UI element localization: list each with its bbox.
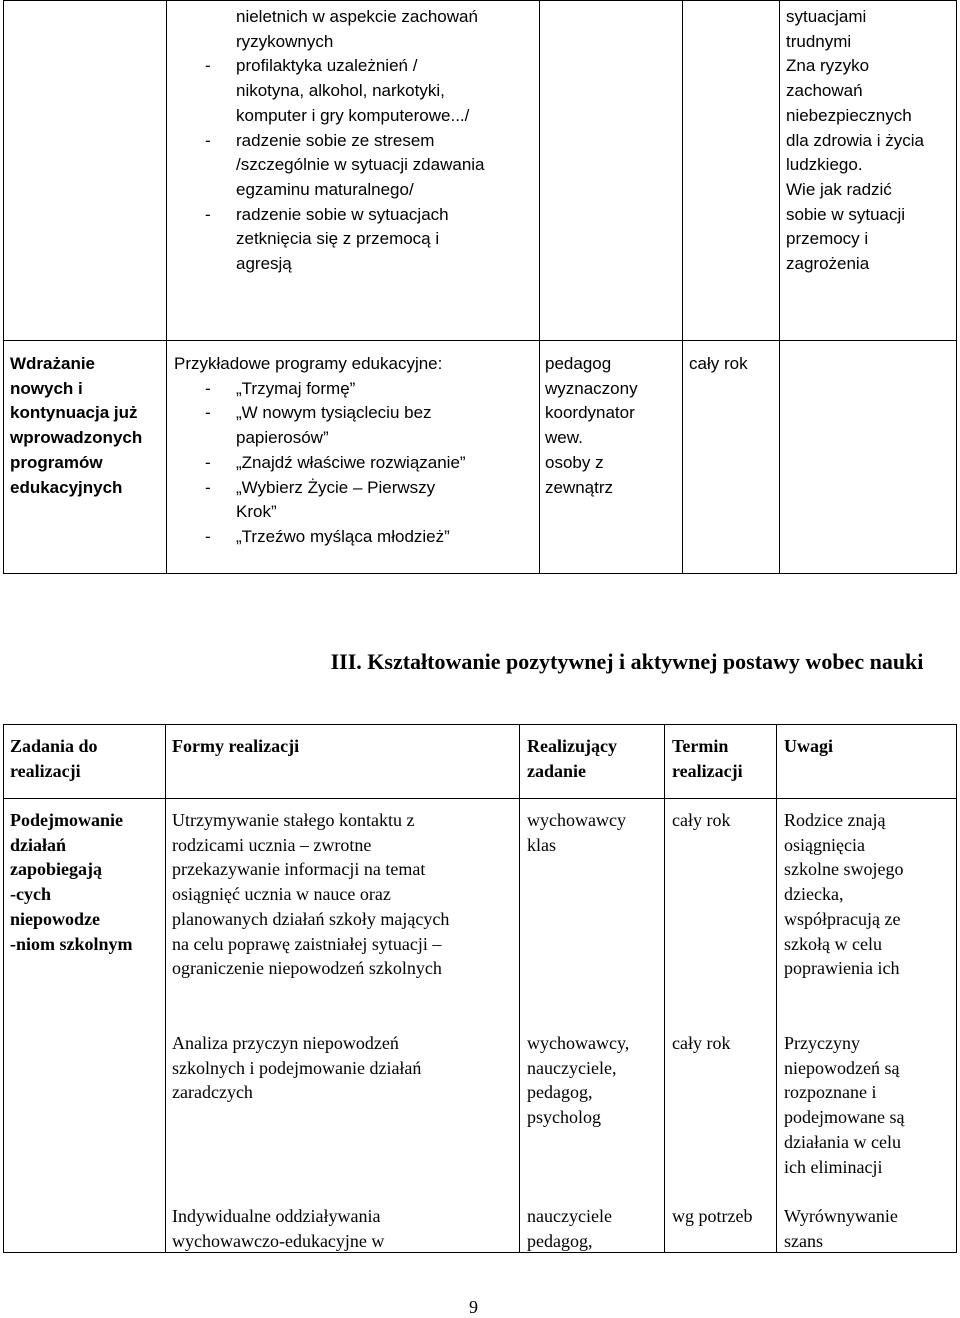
- text-line: Termin: [672, 736, 729, 756]
- text-line: na celu poprawę zaistniałej sytuacji –: [172, 933, 442, 954]
- table2-row2-notes: [784, 1031, 954, 1179]
- text-line: [205, 5, 535, 30]
- text-line: Wyrównywanie: [784, 1206, 898, 1226]
- table2-border: [776, 724, 777, 1253]
- text-line: edukacyjnych: [10, 477, 123, 497]
- text-line: [205, 153, 535, 178]
- table2-header-notes: [784, 734, 954, 759]
- text-line: podejmowane są: [784, 1107, 905, 1128]
- list-dash: -: [205, 452, 211, 472]
- table2-border: [519, 724, 520, 1253]
- text-line: osiągnięć ucznia w nauce oraz: [172, 884, 391, 905]
- text-line: działania w celu: [784, 1131, 901, 1152]
- list-text: agresją: [236, 254, 292, 274]
- table2-border: [3, 724, 4, 1253]
- table1-border: [3, 0, 957, 1]
- list-dash: -: [205, 477, 211, 497]
- text-line: cały rok: [672, 1033, 731, 1053]
- table1-border: [539, 0, 540, 574]
- table2-row3-forms: [172, 1204, 517, 1253]
- list-text: profilaktyka uzależnień /: [236, 56, 418, 76]
- text-line: współpracują ze: [784, 908, 901, 929]
- text-line: Realizujący: [527, 736, 617, 756]
- list-text: nikotyna, alkohol, narkotyki,: [236, 81, 445, 101]
- table2-border: [3, 798, 957, 799]
- text-line: Przyczyny: [784, 1033, 860, 1053]
- list-text: „Wybierz Życie – Pierwszy: [236, 477, 436, 497]
- table1-row2-when: [689, 352, 777, 377]
- text-line: pedagog,: [527, 1230, 593, 1251]
- text-line: -niom szkolnym: [10, 933, 133, 954]
- list-dash: -: [205, 403, 211, 423]
- text-line: rozpoznane i: [784, 1082, 877, 1103]
- list-dash: [205, 227, 236, 252]
- text-line: [174, 401, 536, 426]
- text-line: klas: [527, 834, 556, 855]
- table2-row1-task: [10, 808, 162, 956]
- text-line: dziecka,: [784, 884, 844, 905]
- table2-row2-forms: [172, 1031, 517, 1105]
- text-line: zadanie: [527, 760, 587, 781]
- text-line: szkolnych i podejmowanie działań: [172, 1057, 422, 1078]
- list-dash: -: [205, 130, 211, 150]
- text-line: [174, 377, 536, 402]
- table2-row2-who: [527, 1031, 662, 1130]
- text-line: [205, 178, 535, 203]
- text-line: osiągnięcia: [784, 834, 865, 855]
- text-line: ludzkiego.: [786, 155, 863, 175]
- text-line: wyznaczony: [545, 378, 638, 398]
- table2-header-task: [10, 734, 162, 783]
- table2-header-forms: [172, 734, 512, 759]
- list-dash: [205, 426, 236, 451]
- text-line: pedagog,: [527, 1082, 593, 1103]
- list-text: nieletnich w aspekcie zachowań: [236, 7, 478, 26]
- text-line: [174, 476, 536, 501]
- text-line: szkołą w celu: [784, 933, 882, 954]
- text-line: szans: [784, 1230, 823, 1251]
- list-text: zetknięcia się z przemocą i: [236, 229, 440, 249]
- text-line: ich eliminacji: [784, 1156, 883, 1177]
- text-line: kontynuacja już: [10, 403, 138, 423]
- text-line: przekazywanie informacji na temat: [172, 859, 426, 880]
- list-dash: [205, 5, 236, 30]
- list-text: papierosów”: [236, 428, 329, 448]
- text-line: [205, 54, 535, 79]
- text-line: Przykładowe programy edukacyjne:: [174, 354, 443, 373]
- text-line: szkolne swojego: [784, 859, 904, 880]
- table2-header-who: [527, 734, 662, 783]
- text-line: wg potrzeb: [672, 1206, 753, 1226]
- table2-border: [956, 724, 957, 1253]
- list-text: „W nowym tysiącleciu bez: [236, 403, 432, 423]
- text-line: zapobiegają: [10, 859, 102, 880]
- text-line: Zna ryzyko: [786, 56, 870, 76]
- text-line: działań: [10, 834, 67, 855]
- text-line: niepowodzeń są: [784, 1057, 900, 1078]
- table2-row1-notes: [784, 808, 954, 981]
- text-line: [205, 227, 535, 252]
- table1-border: [956, 0, 957, 574]
- text-line: sobie w sytuacji: [786, 204, 906, 224]
- page-number: 9: [469, 1297, 478, 1317]
- text-line: cały rok: [672, 810, 731, 830]
- text-line: rodzicami ucznia – zwrotne: [172, 834, 372, 855]
- list-dash: [205, 178, 236, 203]
- text-line: [205, 79, 535, 104]
- list-text: ryzykownych: [236, 31, 334, 51]
- text-line: Wdrażanie: [10, 354, 96, 373]
- text-line: [205, 129, 535, 154]
- text-line: poprawienia ich: [784, 958, 900, 979]
- text-line: Indywidualne oddziaływania: [172, 1206, 381, 1226]
- list-dash: [205, 500, 236, 525]
- table2-row2-when: [672, 1031, 774, 1056]
- text-line: Formy realizacji: [172, 736, 300, 756]
- text-line: wychowawcy: [527, 810, 626, 830]
- table1-border: [682, 0, 683, 574]
- text-line: [174, 451, 536, 476]
- text-line: realizacji: [10, 760, 81, 781]
- text-line: niebezpiecznych: [786, 105, 912, 125]
- table2-border: [165, 724, 166, 1253]
- list-text: „Trzymaj formę”: [236, 378, 356, 398]
- list-dash: [205, 153, 236, 178]
- text-line: sytuacjami: [786, 7, 867, 26]
- list-text: egzaminu maturalnego/: [236, 179, 414, 199]
- text-line: koordynator: [545, 403, 635, 423]
- list-dash: [205, 252, 236, 277]
- table2-row3-notes: [784, 1204, 954, 1253]
- table2-border: [3, 724, 957, 725]
- text-line: [205, 30, 535, 55]
- text-line: wychowawczo-edukacyjne w: [172, 1230, 385, 1251]
- text-line: zachowań: [786, 81, 863, 101]
- text-line: Utrzymywanie stałego kontaktu z: [172, 810, 415, 830]
- text-line: zewnątrz: [545, 477, 614, 497]
- list-dash: -: [205, 526, 211, 546]
- text-line: [174, 525, 536, 550]
- list-text: „Znajdź właściwe rozwiązanie”: [236, 452, 466, 472]
- text-line: [174, 426, 536, 451]
- text-line: wprowadzonych: [10, 428, 143, 448]
- table1-row2-who: [545, 352, 680, 500]
- text-line: nauczyciele: [527, 1206, 612, 1226]
- text-line: -cych: [10, 884, 51, 905]
- table2-row1-when: [672, 808, 774, 833]
- text-line: Zadania do: [10, 736, 98, 756]
- text-line: [205, 203, 535, 228]
- list-text: „Trzeźwo myśląca młodzież”: [236, 526, 450, 546]
- table2-border: [664, 724, 665, 1253]
- text-line: cały rok: [689, 354, 748, 373]
- text-line: programów: [10, 452, 103, 472]
- list-dash: -: [205, 378, 211, 398]
- text-line: zagrożenia: [786, 254, 870, 274]
- list-text: radzenie sobie w sytuacjach: [236, 204, 449, 224]
- table2-row3-when: [672, 1204, 774, 1229]
- text-line: Analiza przyczyn niepowodzeń: [172, 1033, 399, 1053]
- text-line: [205, 104, 535, 129]
- text-line: trudnymi: [786, 31, 852, 51]
- text-line: przemocy i: [786, 229, 869, 249]
- table1-row1-forms: [205, 5, 535, 277]
- text-line: [174, 500, 536, 525]
- text-line: dla zdrowia i życia: [786, 130, 924, 150]
- text-line: pedagog: [545, 354, 612, 373]
- text-line: Podejmowanie: [10, 810, 123, 830]
- table1-border: [3, 0, 4, 574]
- text-line: nauczyciele,: [527, 1057, 617, 1078]
- table1-border: [779, 0, 780, 574]
- text-line: ograniczenie niepowodzeń szkolnych: [172, 958, 442, 979]
- list-dash: -: [205, 56, 211, 76]
- text-line: nowych i: [10, 378, 83, 398]
- section-heading: III. Kształtowanie pozytywnej i aktywnej postawy wobec nauki: [330, 649, 924, 674]
- list-text: komputer i gry komputerowe.../: [236, 105, 470, 125]
- text-line: psycholog: [527, 1107, 601, 1128]
- text-line: osoby z: [545, 452, 604, 472]
- text-line: realizacji: [672, 760, 743, 781]
- text-line: wew.: [545, 428, 583, 448]
- list-dash: [205, 104, 236, 129]
- table2-row1-forms: [172, 808, 517, 981]
- text-line: Wie jak radzić: [786, 179, 892, 199]
- table1-border: [3, 340, 957, 341]
- table1-row2-task: [10, 352, 165, 500]
- list-text: radzenie sobie ze stresem: [236, 130, 435, 150]
- table1-border: [3, 573, 957, 574]
- table1-border: [166, 0, 167, 574]
- table2-row3-who: [527, 1204, 662, 1253]
- text-line: wychowawcy,: [527, 1033, 630, 1053]
- list-text: Krok”: [236, 502, 277, 522]
- list-dash: [205, 30, 236, 55]
- table1-row1-notes: [786, 5, 954, 277]
- list-dash: -: [205, 204, 211, 224]
- list-text: /szczególnie w sytuacji zdawania: [236, 155, 485, 175]
- list-dash: [205, 79, 236, 104]
- text-line: planowanych działań szkoły mających: [172, 908, 450, 929]
- text-line: Uwagi: [784, 736, 833, 756]
- table2-header-when: [672, 734, 774, 783]
- table2-row1-who: [527, 808, 662, 857]
- table1-row2-forms: [174, 352, 536, 550]
- text-line: [205, 252, 535, 277]
- text-line: Rodzice znają: [784, 810, 886, 830]
- text-line: zaradczych: [172, 1082, 253, 1103]
- text-line: niepowodze: [10, 908, 100, 929]
